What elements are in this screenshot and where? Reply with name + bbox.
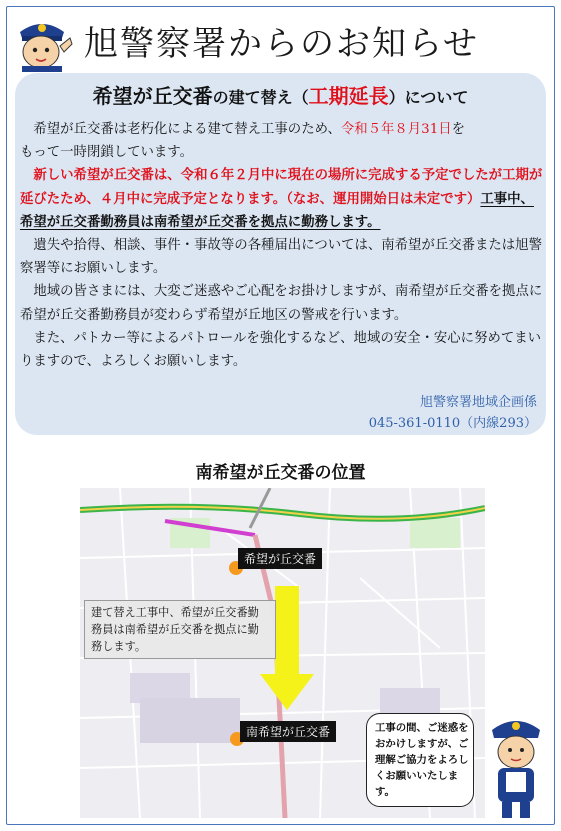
sign-tel: 045-361-0110（内線293）: [368, 416, 537, 431]
police-officer-icon: [484, 712, 548, 820]
speech-bubble: 工事の間、ご迷惑をおかけしますが、ご理解ご協力をよろしくお願いいたします。: [366, 713, 474, 807]
page-title: 旭警察署からのお知らせ: [84, 24, 479, 64]
paragraph-patrol: また、パトカー等によるパトロールを強化するなど、地域の安全・安心に努めてまいりますので、よろしくお願いします。: [20, 330, 542, 370]
notice-body: [20, 118, 545, 373]
paragraph-apology: 地域の皆さまには、大変ご迷惑やご心配をお掛けしますが、南希望が丘交番を拠点に希望が丘交番勤務員が変わらず希望が丘地区の警戒を行います。: [20, 284, 543, 323]
map-label-kibogaoka-koban: 希望が丘交番: [238, 548, 322, 569]
signature: [369, 392, 537, 434]
police-mascot-icon: [10, 14, 74, 72]
paragraph-closure: 希望が丘交番は老朽化による建て替え工事のため、令和５年８月31日を もって一時閉鎖しています。: [20, 122, 466, 161]
notice-title: 希望が丘交番の建て替え（工期延長）について: [92, 84, 469, 108]
map-note: 建て替え工事中、希望が丘交番勤務員は南希望が丘交番を拠点に勤務します。: [84, 600, 276, 659]
paragraph-extension: 新しい希望が丘交番は、令和６年２月中に現在の場所に完成する予定でしたが工期が延びたため、４月中に完成予定となります。（なお、運用開始日は未定です）工事中、希望が丘交番勤務員は南希望が丘交番を拠点に勤務します。: [20, 167, 543, 230]
sign-dept: 旭警察署地域企画係: [419, 395, 537, 410]
paragraph-reports: 遺失や拾得、相談、事件・事故等の各種届出については、南希望が丘交番または旭警察署等にお願いします。: [20, 238, 542, 277]
map-title: 南希望が丘交番の位置: [195, 463, 366, 483]
map-label-minami-koban: 南希望が丘交番: [240, 721, 336, 742]
